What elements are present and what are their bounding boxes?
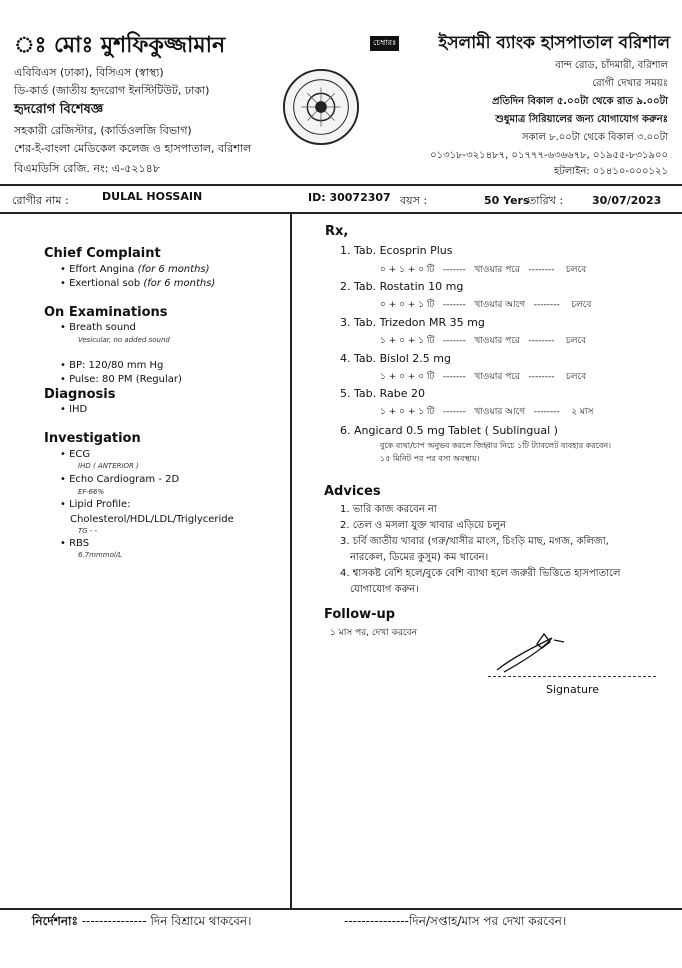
chamber-badge: চেম্বারঃ: [370, 36, 399, 51]
followup-title: Follow-up: [324, 607, 396, 622]
rx-item-name: 4. Tab. Bislol 2.5 mg: [340, 352, 451, 365]
footer-label: নির্দেশনাঃ: [32, 914, 78, 928]
chief-complaint-title: Chief Complaint: [44, 246, 161, 261]
investigation-title: Investigation: [44, 431, 141, 446]
signature-label: Signature: [546, 683, 600, 696]
advices-title: Advices: [324, 484, 381, 499]
footer-instruction: [32, 913, 251, 933]
patient-divider: [0, 212, 682, 214]
advice-item: 2. তেল ও মসলা যুক্ত খাবার এড়িয়ে চলুন: [340, 520, 506, 531]
rx-item-name: 5. Tab. Rabe 20: [340, 387, 425, 400]
exam-note: Vesicular, no added sound: [78, 336, 170, 344]
age-label: বয়স :: [400, 194, 428, 207]
hotline: হটলাইন: ০১৪১০-০০০১২১: [554, 166, 668, 177]
investigation-detail: Cholesterol/HDL/LDL/Triglyceride: [70, 514, 234, 525]
doctor-specialty: হৃদরোগ বিশেষজ্ঞ: [14, 102, 104, 117]
footer-revisit: ---------------দিন/সপ্তাহ/মাস পর দেখা করবেন।: [344, 914, 567, 928]
doctor-position: সহকারী রেজিস্টার, (কার্ডিওলজি বিভাগ): [14, 124, 192, 137]
patient-name-label: রোগীর নাম :: [12, 194, 69, 207]
foundation-seal-icon: [282, 68, 360, 146]
followup-text: ১ মাস পর, দেখা করবেন: [330, 628, 417, 638]
visit-date: 30/07/2023: [592, 194, 662, 207]
rx-item-name: 2. Tab. Rostatin 10 mg: [340, 280, 464, 293]
exam-item: • BP: 120/80 mm Hg: [60, 360, 164, 371]
header-divider: [0, 184, 682, 186]
investigation-note: TG - -: [78, 527, 98, 535]
doctor-college: শের-ই-বাংলা মেডিকেল কলেজ ও হাসপাতাল, বরিশাল: [14, 142, 252, 155]
diagnosis-title: Diagnosis: [44, 387, 116, 402]
column-divider: [290, 212, 292, 908]
advice-item: 1. ভারি কাজ করবেন না: [340, 504, 437, 515]
investigation-item: • ECG: [60, 449, 91, 460]
rx-heading: Rx,: [325, 224, 349, 239]
investigation-item: • Lipid Profile:: [60, 499, 131, 510]
rx-dose-row: ০ + ১ + ০ টি ------- খাওয়ার পরে -------- চলবে: [380, 265, 587, 275]
rx-dose-row: ০ + ০ + ১ টি ------- খাওয়ার আগে -------- চলবে: [380, 300, 592, 310]
rx-item-name: 1. Tab. Ecosprin Plus: [340, 244, 453, 257]
doctor-name: ঃ মোঃ মুশফিকুজ্জামান: [14, 33, 226, 58]
signature-scribble: [492, 628, 572, 678]
exam-item: • Breath sound: [60, 322, 136, 333]
patient-age: 50 Yers: [484, 194, 530, 207]
visit-time-evening: প্রতিদিন বিকাল ৫.০০টা থেকে রাত ৯.০০টা: [492, 96, 668, 107]
rx-instruction: ১৫ মিনিট পর পর বসা অবস্থায়।: [380, 454, 480, 463]
investigation-item: • Echo Cardiogram - 2D: [60, 474, 180, 485]
footer-rest-days: --------------- দিন বিশ্রামে থাকবেন।: [81, 914, 252, 928]
signature-line: [488, 676, 656, 677]
exam-item: • Pulse: 80 PM (Regular): [60, 374, 182, 385]
serial-note: শুধুমাত্র সিরিয়ালের জন্য যোগাযোগ করুনঃ: [495, 114, 668, 125]
investigation-note: EF-66%: [78, 488, 105, 496]
rx-dose-row: ১ + ০ + ১ টি ------- খাওয়ার পরে -------- চলবে: [380, 336, 587, 346]
phone-numbers: ০১৩১৮-৩২১৪৮৭, ০১৭৭৭-৬৩৬৬৭৮, ০১৯৫৫-৮৩১৯০০: [430, 150, 668, 161]
rx-item-name: 3. Tab. Trizedon MR 35 mg: [340, 316, 485, 329]
investigation-note: 6.7mmmol/L: [78, 551, 123, 559]
advice-item: 4. শ্বাসকষ্ট বেশি হলে/বুকে বেশি ব্যাথা হলে জরুরী ভিত্তিতে হাসপাতালে: [340, 568, 621, 579]
complaint-item: • Effort Angina (for 6 months): [60, 264, 210, 275]
serial-time: সকাল ৮.০০টা থেকে বিকাল ৩.০০টা: [521, 132, 668, 143]
advice-item: যোগাযোগ করুন।: [350, 584, 419, 595]
investigation-item: • RBS: [60, 538, 90, 549]
patient-id: ID: 30072307: [308, 191, 391, 204]
examinations-title: On Examinations: [44, 305, 168, 320]
complaint-item: • Exertional sob (for 6 months): [60, 278, 216, 289]
doctor-card: ডি-কার্ড (জাতীয় হৃদরোগ ইনস্টিটিউট, ঢাকা): [14, 84, 210, 97]
hospital-address: বান্দ রোড, চাঁদমারী, বরিশাল: [555, 60, 668, 71]
investigation-note: IHD ( ANTERIOR ): [78, 462, 139, 470]
doctor-degrees: এবিবিএস (ঢাকা), বিসিএস (স্বাস্থ্য): [14, 66, 164, 79]
hospital-name: ইসলামী ব্যাংক হাসপাতাল বরিশাল: [438, 33, 670, 53]
rx-instruction: বুকে ব্যথা/চাপ অনুভব করলে জিহ্বার নিচে ১টি ট্যাবলেট ব্যবহার করবেন।: [380, 441, 611, 450]
date-label: তারিখ :: [528, 194, 564, 207]
rx-dose-row: ১ + ০ + ১ টি ------- খাওয়ার আগে -------- ২ মাস: [380, 407, 594, 417]
visit-time-heading: রোগী দেখার সময়ঃ: [592, 78, 668, 89]
footer-divider: [0, 908, 682, 910]
diagnosis-item: • IHD: [60, 404, 88, 415]
rx-item-name: 6. Angicard 0.5 mg Tablet ( Sublingual ): [340, 424, 558, 437]
advice-item: নারকেল, ডিমের কুসুম) কম খাবেন।: [350, 552, 489, 563]
rx-dose-row: ১ + ০ + ০ টি ------- খাওয়ার পরে -------- চলবে: [380, 372, 587, 382]
patient-name: DULAL HOSSAIN: [102, 190, 203, 203]
advice-item: 3. চর্বি জাতীয় খাবার (গরু/খাসীর মাংস, চিংড়ি মাছ, মগজ, কলিজা,: [340, 536, 609, 547]
doctor-bmdc: বিএমডিসি রেজি. নং: এ-৫২১৪৮: [14, 162, 160, 175]
